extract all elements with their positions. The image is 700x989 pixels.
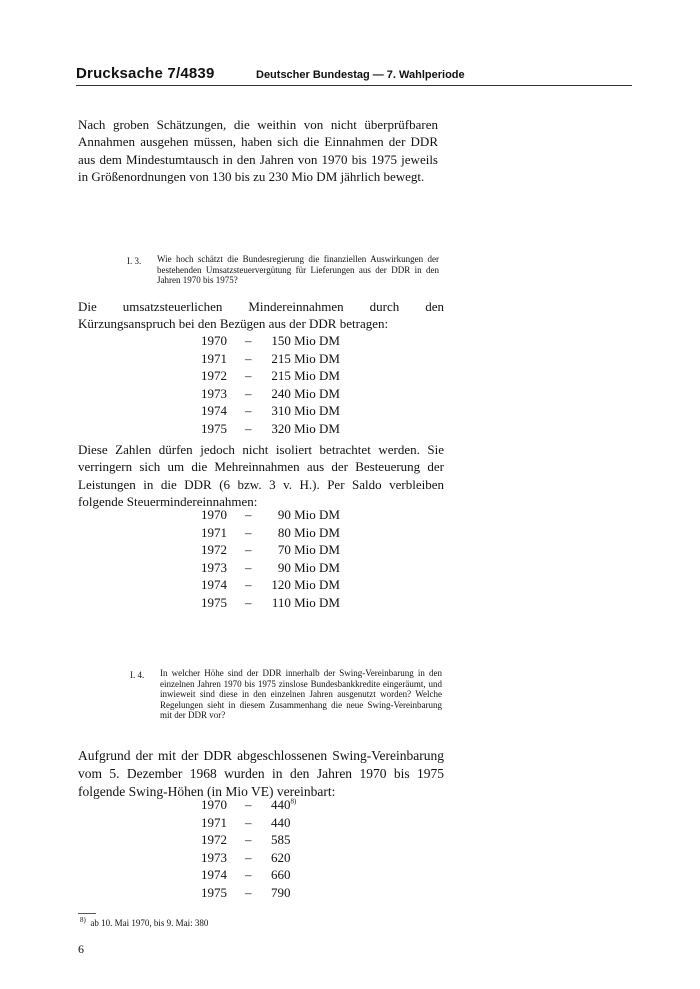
table-year: 1974 [201,403,227,419]
table-value: 660 [271,867,291,883]
footnote-marker: 8) [80,916,86,924]
table-year: 1974 [201,577,227,593]
table-value: 585 [271,832,291,848]
table-year: 1972 [201,542,227,558]
table-year: 1975 [201,420,227,436]
table-year: 1973 [201,385,227,401]
table-year: 1974 [201,867,227,883]
table-value: 790 [271,884,291,900]
table-value: 90 Mio DM [277,507,340,522]
table-dash: – [245,403,252,419]
footnote-ref: 8) [290,797,297,806]
table-value [271,796,296,814]
table-value: 215 Mio DM [271,368,340,384]
table-dash: – [245,577,252,593]
question-4-text: In welcher Höhe sind der DDR innerhalb der Swing-Vereinbarung in den einzelnen Jahren 1970 bis 1975 zinslose Bundesbankkredite eingeräumt, und inwieweit sind diese in den einzelnen Jahren ausgenutzt worden? Welche Regelungen sieht in diesem Zusammenhang die neue Swing-Vereinbarung mit der DDR vor? [160,668,442,721]
table-swing-hoehen [201,796,321,902]
table-row [201,866,321,884]
question-3-number: I. 3. [127,256,142,266]
table-value: 215 Mio DM [271,350,340,366]
table-row [201,831,321,849]
footnote-rule [78,913,96,914]
table-year: 1972 [201,832,227,848]
value-text: 440 [271,797,291,812]
table-value: 150 Mio DM [271,333,340,348]
table-row [201,524,351,542]
table-value: 620 [271,849,291,865]
intro-paragraph: Nach groben Schätzungen, die weithin von nicht überprüfbaren Annahmen ausgehen müssen, haben sich die Einnahmen der DDR aus dem Mindestumtausch in den Jahren von 1970 bis 1975 jeweils in Größenordnungen von 130 bis zu 230 Mio DM jährlich bewegt. [78,117,438,185]
table-row [201,576,351,594]
table-steuermindereinnahmen [201,506,351,612]
question-4-number: I. 4. [130,670,145,680]
table-row [201,884,321,902]
table-dash: – [245,559,252,575]
table-value: 120 Mio DM [271,577,340,593]
footnote-text: ab 10. Mai 1970, bis 9. Mai: 380 [90,918,209,928]
table-year: 1970 [201,333,227,348]
table-row [201,350,351,368]
table-dash: – [245,884,252,900]
table-year: 1971 [201,814,227,830]
table-year: 1970 [201,797,227,812]
table-row [201,541,351,559]
table-dash: – [245,350,252,366]
table-year: 1971 [201,524,227,540]
table-value: 90 Mio DM [277,559,340,575]
table-value: 240 Mio DM [271,385,340,401]
answer-3-middle: Diese Zahlen dürfen jedoch nicht isoliert betrachtet werden. Sie verringern sich um die Mehreinnahmen aus der Besteuerung der Leistungen in die DDR (6 bzw. 3 v. H.). Per Saldo verbleiben folgende Steuermindereinnahmen: [78,442,444,510]
table-year: 1975 [201,884,227,900]
table-dash: – [245,368,252,384]
table-row [201,559,351,577]
table-row [201,402,351,420]
table-dash: – [245,867,252,883]
table-year: 1971 [201,350,227,366]
table-year: 1973 [201,849,227,865]
header-rule [76,85,632,86]
answer-4-intro: Aufgrund der mit der DDR abgeschlossenen Swing-Vereinbarung vom 5. Dezember 1968 wurden in den Jahren 1970 bis 1975 folgende Swing-Höhen (in Mio VE) vereinbart: [78,748,444,800]
table-dash: – [245,832,252,848]
table-mindereinnahmen [201,332,351,438]
table-row [201,367,351,385]
page-number: 6 [78,942,84,956]
table-dash: – [245,333,252,348]
table-dash: – [245,594,252,610]
table-year: 1972 [201,368,227,384]
table-row [201,594,351,612]
table-value: 80 Mio DM [277,524,340,540]
document-number: Drucksache 7/4839 [76,65,215,82]
table-dash: – [245,542,252,558]
table-row [201,849,321,867]
table-dash: – [245,814,252,830]
table-row [201,332,351,350]
table-year: 1975 [201,594,227,610]
table-year: 1970 [201,507,227,522]
table-dash: – [245,507,252,522]
running-header: Deutscher Bundestag — 7. Wahlperiode [256,69,465,81]
table-dash: – [245,385,252,401]
table-dash: – [245,849,252,865]
table-value: 310 Mio DM [271,403,340,419]
answer-3-intro: Die umsatzsteuerlichen Mindereinnahmen durch den Kürzungsanspruch bei den Bezügen aus der DDR betragen: [78,299,444,332]
table-year: 1973 [201,559,227,575]
table-row [201,385,351,403]
table-value: 70 Mio DM [277,542,340,558]
table-row [201,814,321,832]
question-3-text: Wie hoch schätzt die Bundesregierung die finanziellen Auswirkungen der bestehenden Umsatzsteuervergütung für Lieferungen aus der DDR in den Jahren 1970 bis 1975? [157,254,439,286]
table-value: 440 [271,814,291,830]
table-value: 110 Mio DM [271,594,340,610]
table-row [201,796,321,814]
table-row [201,420,351,438]
table-dash: – [245,420,252,436]
table-dash: – [245,797,252,812]
table-row [201,506,351,524]
table-dash: – [245,524,252,540]
table-value: 320 Mio DM [271,420,340,436]
footnote [80,918,208,928]
